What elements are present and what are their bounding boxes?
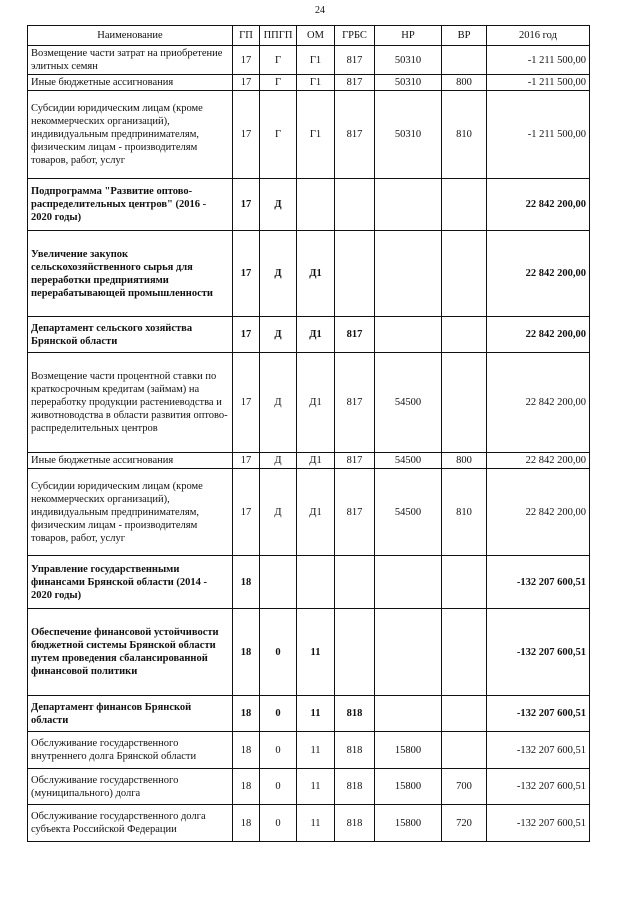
- row-ppgp: Д: [260, 353, 297, 453]
- row-grbs: 817: [335, 469, 375, 556]
- row-amount: -1 211 500,00: [487, 91, 590, 179]
- row-grbs: [335, 556, 375, 609]
- row-om: Д1: [297, 317, 335, 353]
- row-ppgp: Г: [260, 91, 297, 179]
- table-row: [28, 769, 590, 805]
- row-amount: 22 842 200,00: [487, 453, 590, 469]
- row-grbs: 818: [335, 696, 375, 732]
- table-row: [28, 46, 590, 75]
- row-vr: 720: [442, 805, 487, 842]
- row-om: Д1: [297, 469, 335, 556]
- row-name: Обслуживание государственного (муниципального) долга: [28, 769, 233, 805]
- row-om: [297, 556, 335, 609]
- row-vr: [442, 46, 487, 75]
- row-grbs: 817: [335, 75, 375, 91]
- row-amount: 22 842 200,00: [487, 231, 590, 317]
- row-nr: 54500: [375, 453, 442, 469]
- row-name: Иные бюджетные ассигнования: [28, 453, 233, 469]
- row-amount: -1 211 500,00: [487, 46, 590, 75]
- row-amount: -132 207 600,51: [487, 696, 590, 732]
- row-vr: [442, 353, 487, 453]
- row-nr: [375, 179, 442, 231]
- row-amount: -132 207 600,51: [487, 769, 590, 805]
- row-nr: 50310: [375, 75, 442, 91]
- row-amount: 22 842 200,00: [487, 317, 590, 353]
- header-vr: ВР: [442, 26, 487, 46]
- row-name: Увеличение закупок сельскохозяйственного сырья для переработки предприятиями перерабатывающей промышленности: [28, 231, 233, 317]
- row-name: Субсидии юридическим лицам (кроме некоммерческих организаций), индивидуальным предпринимателям, физическим лицам - производителям товаров, работ, услуг: [28, 91, 233, 179]
- row-amount: -132 207 600,51: [487, 732, 590, 769]
- row-gp: 18: [233, 609, 260, 696]
- header-year: 2016 год: [487, 26, 590, 46]
- row-gp: 18: [233, 556, 260, 609]
- row-ppgp: 0: [260, 769, 297, 805]
- row-ppgp: 0: [260, 609, 297, 696]
- row-grbs: 817: [335, 453, 375, 469]
- row-ppgp: Г: [260, 46, 297, 75]
- row-amount: -1 211 500,00: [487, 75, 590, 91]
- row-nr: 15800: [375, 732, 442, 769]
- row-om: Г1: [297, 46, 335, 75]
- row-vr: [442, 609, 487, 696]
- row-gp: 17: [233, 91, 260, 179]
- table-row: [28, 732, 590, 769]
- row-vr: [442, 696, 487, 732]
- header-gp: ГП: [233, 26, 260, 46]
- row-vr: [442, 179, 487, 231]
- row-nr: 54500: [375, 353, 442, 453]
- row-nr: [375, 696, 442, 732]
- table-row: [28, 453, 590, 469]
- row-om: 11: [297, 805, 335, 842]
- budget-table: [27, 25, 590, 842]
- page-number: 24: [315, 5, 325, 16]
- row-om: 11: [297, 696, 335, 732]
- row-ppgp: Д: [260, 231, 297, 317]
- row-grbs: [335, 231, 375, 317]
- row-ppgp: Д: [260, 469, 297, 556]
- row-vr: [442, 317, 487, 353]
- row-om: Г1: [297, 75, 335, 91]
- row-name: Департамент сельского хозяйства Брянской области: [28, 317, 233, 353]
- row-ppgp: [260, 556, 297, 609]
- table-row: [28, 317, 590, 353]
- row-om: 11: [297, 609, 335, 696]
- row-ppgp: 0: [260, 805, 297, 842]
- row-amount: -132 207 600,51: [487, 556, 590, 609]
- row-om: 11: [297, 769, 335, 805]
- row-vr: 700: [442, 769, 487, 805]
- row-gp: 17: [233, 317, 260, 353]
- row-grbs: [335, 609, 375, 696]
- row-nr: 50310: [375, 91, 442, 179]
- row-nr: [375, 317, 442, 353]
- row-vr: [442, 556, 487, 609]
- row-amount: 22 842 200,00: [487, 353, 590, 453]
- table-row: [28, 75, 590, 91]
- row-om: Д1: [297, 231, 335, 317]
- row-ppgp: Д: [260, 179, 297, 231]
- row-om: 11: [297, 732, 335, 769]
- row-amount: 22 842 200,00: [487, 469, 590, 556]
- row-grbs: 817: [335, 91, 375, 179]
- row-name: Департамент финансов Брянской области: [28, 696, 233, 732]
- row-ppgp: Д: [260, 453, 297, 469]
- row-amount: -132 207 600,51: [487, 805, 590, 842]
- table-row: [28, 696, 590, 732]
- row-nr: [375, 556, 442, 609]
- row-gp: 17: [233, 353, 260, 453]
- row-name: Подпрограмма "Развитие оптово-распределительных центров" (2016 - 2020 годы): [28, 179, 233, 231]
- table-row: [28, 556, 590, 609]
- header-name: Наименование: [28, 26, 233, 46]
- row-name: Иные бюджетные ассигнования: [28, 75, 233, 91]
- row-ppgp: 0: [260, 696, 297, 732]
- row-gp: 17: [233, 469, 260, 556]
- row-grbs: 818: [335, 732, 375, 769]
- row-gp: 17: [233, 75, 260, 91]
- row-vr: [442, 231, 487, 317]
- row-grbs: 817: [335, 353, 375, 453]
- row-gp: 17: [233, 179, 260, 231]
- header-om: ОМ: [297, 26, 335, 46]
- row-grbs: 818: [335, 769, 375, 805]
- row-nr: [375, 231, 442, 317]
- row-gp: 18: [233, 769, 260, 805]
- row-vr: [442, 732, 487, 769]
- header-grbs: ГРБС: [335, 26, 375, 46]
- table-row: [28, 353, 590, 453]
- table-row: [28, 805, 590, 842]
- row-gp: 18: [233, 732, 260, 769]
- row-nr: [375, 609, 442, 696]
- header-nr: НР: [375, 26, 442, 46]
- table-row: [28, 469, 590, 556]
- row-nr: 54500: [375, 469, 442, 556]
- row-name: Субсидии юридическим лицам (кроме некоммерческих организаций), индивидуальным предпринимателям, физическим лицам - производителям товаров, работ, услуг: [28, 469, 233, 556]
- row-amount: -132 207 600,51: [487, 609, 590, 696]
- row-gp: 18: [233, 805, 260, 842]
- row-name: Возмещение части затрат на приобретение элитных семян: [28, 46, 233, 75]
- row-ppgp: 0: [260, 732, 297, 769]
- table-row: [28, 609, 590, 696]
- row-ppgp: Д: [260, 317, 297, 353]
- row-om: Д1: [297, 353, 335, 453]
- row-nr: 15800: [375, 805, 442, 842]
- row-nr: 50310: [375, 46, 442, 75]
- row-grbs: 818: [335, 805, 375, 842]
- row-name: Обеспечение финансовой устойчивости бюджетной системы Брянской области путем проведения сбалансированной финансовой политики: [28, 609, 233, 696]
- row-grbs: 817: [335, 46, 375, 75]
- header-row: [28, 26, 590, 46]
- row-gp: 18: [233, 696, 260, 732]
- row-grbs: 817: [335, 317, 375, 353]
- row-vr: 800: [442, 453, 487, 469]
- row-om: Д1: [297, 453, 335, 469]
- table-row: [28, 231, 590, 317]
- row-amount: 22 842 200,00: [487, 179, 590, 231]
- table-row: [28, 179, 590, 231]
- row-name: Управление государственными финансами Брянской области (2014 - 2020 годы): [28, 556, 233, 609]
- row-om: [297, 179, 335, 231]
- row-ppgp: Г: [260, 75, 297, 91]
- table-body: [28, 46, 590, 842]
- row-gp: 17: [233, 46, 260, 75]
- row-grbs: [335, 179, 375, 231]
- row-om: Г1: [297, 91, 335, 179]
- row-name: Обслуживание государственного внутреннего долга Брянской области: [28, 732, 233, 769]
- row-vr: 810: [442, 91, 487, 179]
- row-name: Обслуживание государственного долга субъекта Российской Федерации: [28, 805, 233, 842]
- row-vr: 800: [442, 75, 487, 91]
- row-name: Возмещение части процентной ставки по краткосрочным кредитам (займам) на переработку продукции растениеводства и животноводства в области развития оптово-распределительных центров: [28, 353, 233, 453]
- row-nr: 15800: [375, 769, 442, 805]
- row-vr: 810: [442, 469, 487, 556]
- row-gp: 17: [233, 231, 260, 317]
- header-ppgp: ППГП: [260, 26, 297, 46]
- table-row: [28, 91, 590, 179]
- row-gp: 17: [233, 453, 260, 469]
